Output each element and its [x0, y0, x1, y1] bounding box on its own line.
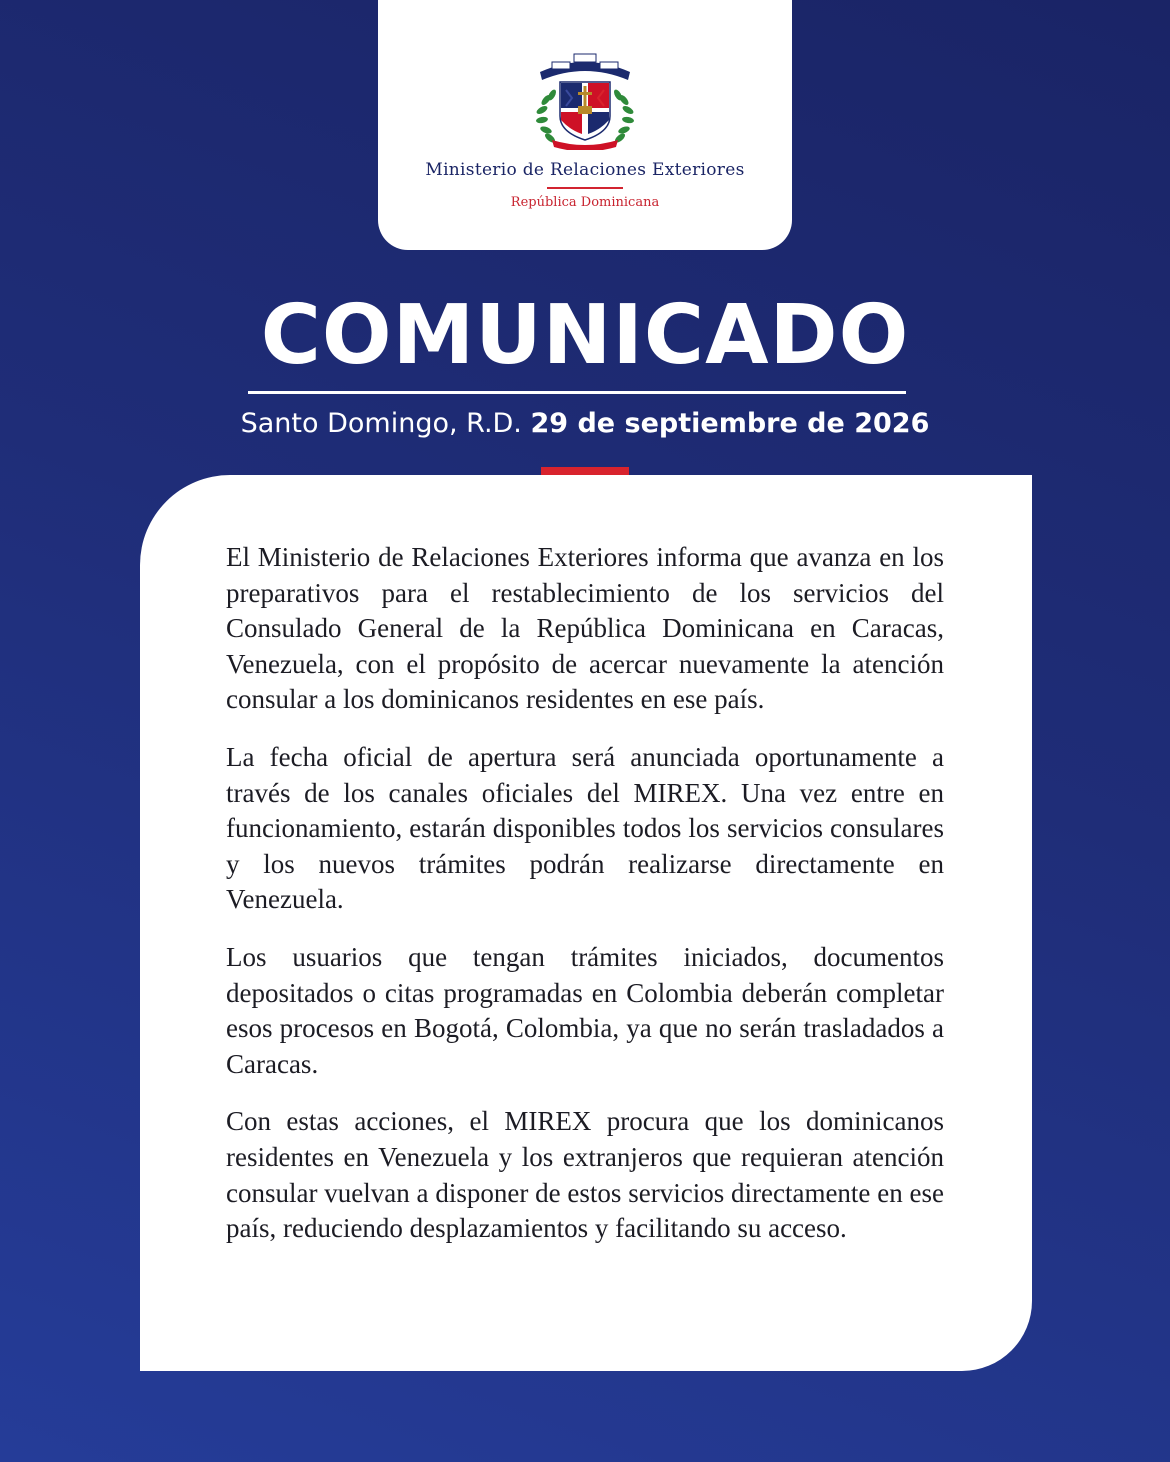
title-underline	[248, 391, 906, 394]
page-title: COMUNICADO	[260, 288, 910, 383]
paragraph-2: La fecha oficial de apertura será anunciada oportunamente a través de los canales oficiales del MIREX. Una vez entre en funcionamiento, estarán disponibles todos los servicios consulares y los nuevos trámites podrán realizarse directamente en Venezuela.	[226, 741, 944, 915]
dateline-date: 29 de septiembre de 2026	[530, 408, 930, 439]
communique-body	[226, 540, 944, 1269]
country-name: República Dominicana	[510, 195, 660, 210]
paragraph-4: Con estas acciones, el MIREX procura que los dominicanos residentes en Venezuela y los extranjeros que requieran atención consular vuelvan a disponer de estos servicios directamente en ese país, reduciendo desplazamientos y facilitando su acceso.	[226, 1106, 944, 1244]
dateline-place: Santo Domingo, R.D.	[240, 408, 522, 439]
paragraph-3: Los usuarios que tengan trámites iniciados, documentos depositados o citas programadas en Colombia deberán completar esos procesos en Bogotá, Colombia, ya que no serán trasladados a Caracas.	[226, 941, 944, 1079]
paragraph-1: El Ministerio de Relaciones Exteriores informa que avanza en los preparativos para el restablecimiento de los servicios del Consulado General de la República Dominicana en Caracas, Venezuela, con el propósito de acercar nuevamente la atención consular a los dominicanos residentes en ese país.	[226, 542, 944, 715]
coat-of-arms-icon	[530, 50, 640, 150]
dateline	[0, 404, 1170, 444]
ministry-name: Ministerio de Relaciones Exteriores	[425, 160, 745, 180]
logo-divider	[547, 187, 623, 189]
